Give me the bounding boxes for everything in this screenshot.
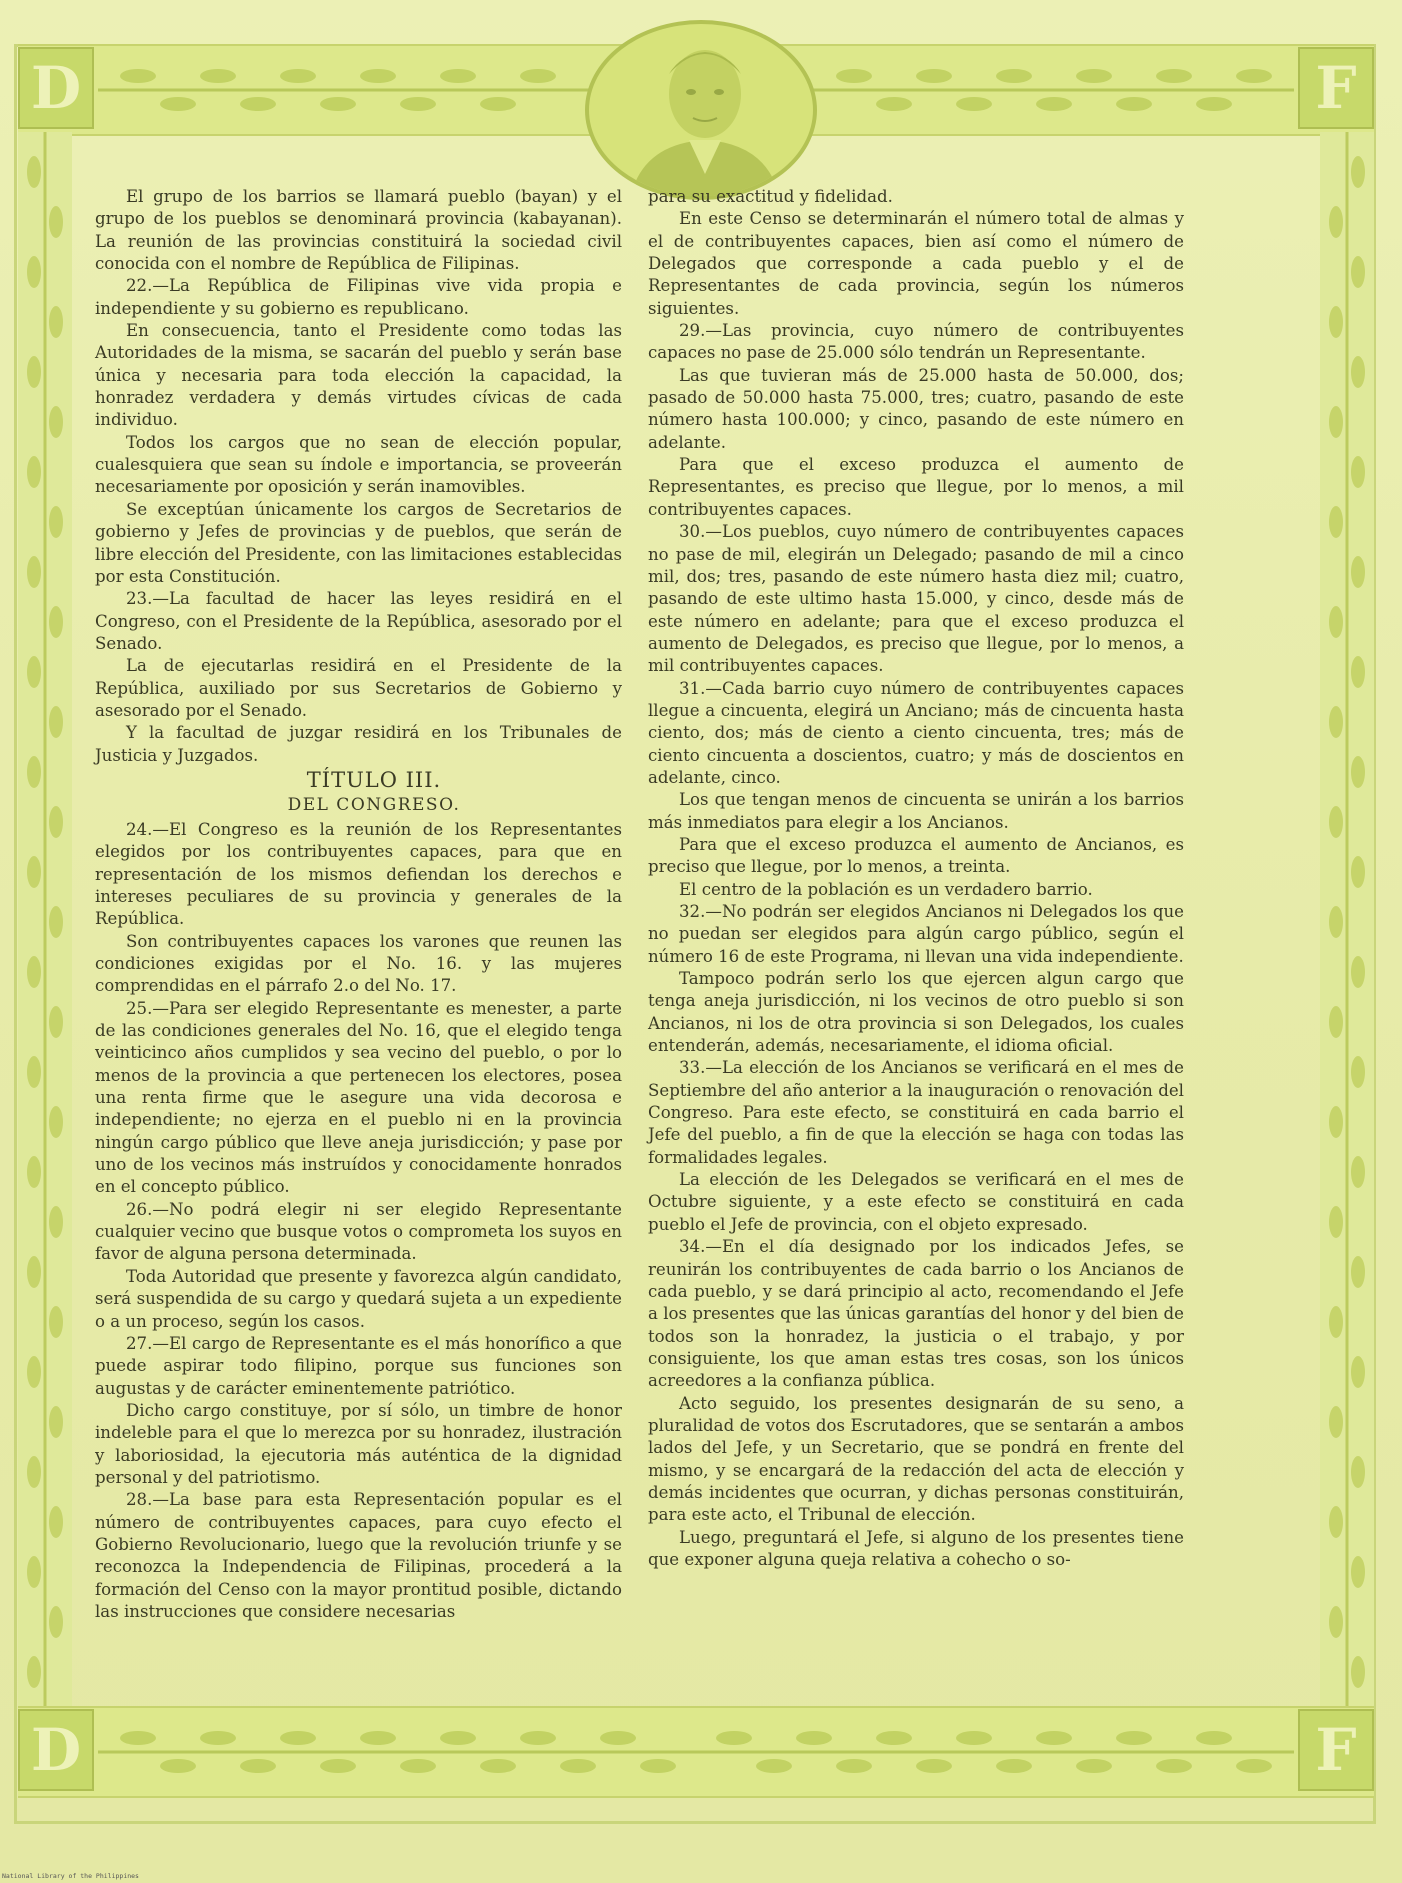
bottom-laurel-band	[18, 1706, 1374, 1798]
library-watermark: National Library of the Philippines	[2, 1872, 139, 1880]
article-34: 34.—En el día designado por los indicados Jefes, se reunirán los contribuyentes de cada barrio o los Ancianos de cada pueblo, y se dará principio al acto, recomendando el Jefe a los presentes que las únicas garantías del honor y del bien de todos son la honradez, la justicia o el trabajo, y por consiguiente, los que aman estas tres cosas, son los únicos acreedores a la confianza pública.	[648, 1237, 1184, 1391]
paragraph: En consecuencia, tanto el Presidente como todas las Autoridades de la misma, se sacarán del pueblo y serán base única y necesaria para toda elección la capacidad, la honradez verdadera y demás virtudes cívicas de cada individuo.	[95, 321, 622, 430]
article-32: 32.—No podrán ser elegidos Ancianos ni Delegados los que no puedan ser elegidos para algún cargo público, según el número 16 de este Programa, ni llevan una vida independiente.	[648, 902, 1184, 966]
left-laurel-ornament-icon	[18, 132, 72, 1706]
article-25: 25.—Para ser elegido Representante es menester, a parte de las condiciones generales del No. 16, que el elegido tenga veinticinco años cumplidos y sea vecino del pueblo, o por lo menos de la provincia a que pertenecen los electores, posea una renta firme que le asegure una vida decorosa e independiente; no ejerza en el pueblo ni en la provincia ningún cargo público que lleve aneja jurisdicción; y pase por uno de los vecinos más instruídos y conocidamente honrados en el concepto público.	[95, 998, 622, 1197]
article-33: 33.—La elección de los Ancianos se verificará en el mes de Septiembre del año anterior a la inauguración o renovación del Congreso. Para este efecto, se constituirá en cada barrio el Jefe del pueblo, a fin de que la elección se haga con todas las formalidades legales.	[648, 1058, 1184, 1167]
corner-letter-top-right: F	[1298, 47, 1374, 129]
paragraph: Luego, preguntará el Jefe, si alguno de los presentes tiene que exponer alguna queja relativa a cohecho o so-	[648, 1527, 1184, 1569]
article-24: 24.—El Congreso es la reunión de los Representantes elegidos por los contribuyentes capaces, para que en representación de los mismos defiendan los derechos e intereses peculiares de su provincia y generales de la República.	[95, 819, 622, 929]
section-subtitle: DEL CONGRESO.	[287, 794, 461, 815]
paragraph: Para que el exceso produzca el aumento de Representantes, es preciso que llegue, por lo menos, a mil contribuyentes capaces.	[648, 455, 1184, 519]
paragraph-continuation: para su exactitud y fidelidad.	[648, 187, 893, 206]
paragraph: Toda Autoridad que presente y favorezca algún candidato, será suspendida de su cargo y quedará sujeta a un expediente o a un proceso, según los casos.	[95, 1266, 622, 1331]
paragraph: Los que tengan menos de cincuenta se unirán a los barrios más inmediatos para elegir a los Ancianos.	[648, 790, 1184, 832]
portrait-medallion	[585, 20, 817, 200]
bottom-laurel-ornament-icon	[18, 1708, 1374, 1796]
paragraph: Para que el exceso produzca el aumento de Ancianos, es preciso que llegue, por lo menos, a treinta.	[648, 834, 1184, 877]
paragraph: Acto seguido, los presentes designarán de su seno, a pluralidad de votos dos Escrutadores, que se sentarán a ambos lados del Jefe, y un Secretario, que se pondrá en frente del mismo, y se encargará de la redacción del acta de elección y demás incidentes que ocurran, y dichas personas constituirán, para este acto, el Tribunal de elección.	[648, 1393, 1184, 1525]
article-26: 26.—No podrá elegir ni ser elegido Representante cualquier vecino que busque votos o comprometa los suyos en favor de alguna persona determinada.	[95, 1199, 622, 1264]
article-28: 28.—La base para esta Representación popular es el número de contribuyentes capaces, para cuyo efecto el Gobierno Revolucionario, luego que la revolución triunfe y se reconozca la Independencia de Filipinas, procederá a la formación del Censo con la mayor prontitud posible, dictando las instrucciones que considere necesarias	[95, 1490, 622, 1621]
portrait-bust-icon	[589, 24, 817, 200]
paragraph: En este Censo se determinarán el número total de almas y el de contribuyentes capaces, bien así como el número de Delegados que corresponde a cada pueblo y el de Representantes de cada provincia, según los números siguientes.	[648, 209, 1184, 318]
corner-letter-bottom-left: D	[18, 1709, 94, 1791]
paragraph: Y la facultad de juzgar residirá en los Tribunales de Justicia y Juzgados.	[95, 723, 622, 765]
paragraph: Tampoco podrán serlo los que ejercen algun cargo que tenga aneja jurisdicción, ni los vecinos de otro pueblo si son Ancianos, ni los de otra provincia si son Delegados, los cuales entenderán, además, necesariamente, el idioma oficial.	[648, 969, 1184, 1056]
corner-letter-bottom-right: F	[1298, 1709, 1374, 1791]
paragraph: La de ejecutarlas residirá en el Presidente de la República, auxiliado por sus Secretarios de Gobierno y asesorado por el Senado.	[95, 656, 622, 720]
article-29: 29.—Las provincia, cuyo número de contribuyentes capaces no pase de 25.000 sólo tendrán un Representante.	[648, 321, 1184, 363]
article-31: 31.—Cada barrio cuyo número de contribuyentes capaces llegue a cincuenta, elegirá un Anciano; más de cincuenta hasta ciento, dos; más de ciento a ciento cincuenta, tres; más de ciento cincuenta a doscientos, cuatro; y más de doscientos en adelante, cinco.	[648, 678, 1184, 787]
paragraph: Todos los cargos que no sean de elección popular, cualesquiera que sean su índole e importancia, se proveerán necesariamente por oposición y serán inamovibles.	[95, 432, 622, 497]
paragraph: Son contribuyentes capaces los varones que reunen las condiciones exigidas por el No. 16. y las mujeres comprendidas en el párrafo 2.o del No. 17.	[95, 931, 622, 996]
right-laurel-ornament-icon	[1320, 132, 1374, 1706]
right-text-column	[648, 186, 1184, 1571]
corner-letter-top-left: D	[18, 47, 94, 129]
article-22: 22.—La República de Filipinas vive vida propia e independiente y su gobierno es republicano.	[95, 276, 622, 318]
article-30: 30.—Los pueblos, cuyo número de contribuyentes capaces no pase de mil, elegirán un Delegado; pasando de mil a cinco mil, dos; tres, pasando de este número hasta diez mil; cuatro, pasando de este ultimo hasta 15.000, y cinco, desde más de este número en adelante; para que el exceso produzca el aumento de Delegados, es preciso que llegue, por lo menos, a mil contribuyentes capaces.	[648, 522, 1184, 676]
left-laurel-border	[18, 132, 72, 1706]
right-laurel-border	[1320, 132, 1374, 1706]
article-23: 23.—La facultad de hacer las leyes residirá en el Congreso, con el Presidente de la República, asesorado por el Senado.	[95, 589, 622, 653]
left-text-column	[95, 186, 622, 1623]
article-27: 27.—El cargo de Representante es el más honorífico a que puede aspirar todo filipino, porque sus funciones son augustas y de carácter eminentemente patriótico.	[95, 1333, 622, 1398]
paragraph: El centro de la población es un verdadero barrio.	[679, 879, 1093, 899]
paragraph: Dicho cargo constituye, por sí sólo, un timbre de honor indeleble para el que lo merezca por su honradez, ilustración y laboriosidad, la ejecutoria más auténtica de la dignidad personal y del patriotismo.	[95, 1400, 622, 1487]
paragraph: Se exceptúan únicamente los cargos de Secretarios de gobierno y Jefes de provincias y de pueblos, que serán de libre elección del Presidente, con las limitaciones establecidas por esta Constitución.	[95, 499, 622, 586]
paragraph: El grupo de los barrios se llamará pueblo (bayan) y el grupo de los pueblos se denominará provincia (kabayanan). La reunión de las provincias constituirá la sociedad civil conocida con el nombre de República de Filipinas.	[95, 187, 622, 274]
section-title: TÍTULO III.	[306, 767, 442, 792]
paragraph: Las que tuvieran más de 25.000 hasta de 50.000, dos; pasado de 50.000 hasta 75.000, tres; cuatro, pasando de este número hasta 100.000; y cinco, pasando de este número en adelante.	[648, 365, 1184, 452]
paragraph: La elección de les Delegados se verificará en el mes de Octubre siguiente, y a este efecto se constituirá en cada pueblo el Jefe de provincia, con el objeto expresado.	[648, 1170, 1184, 1234]
